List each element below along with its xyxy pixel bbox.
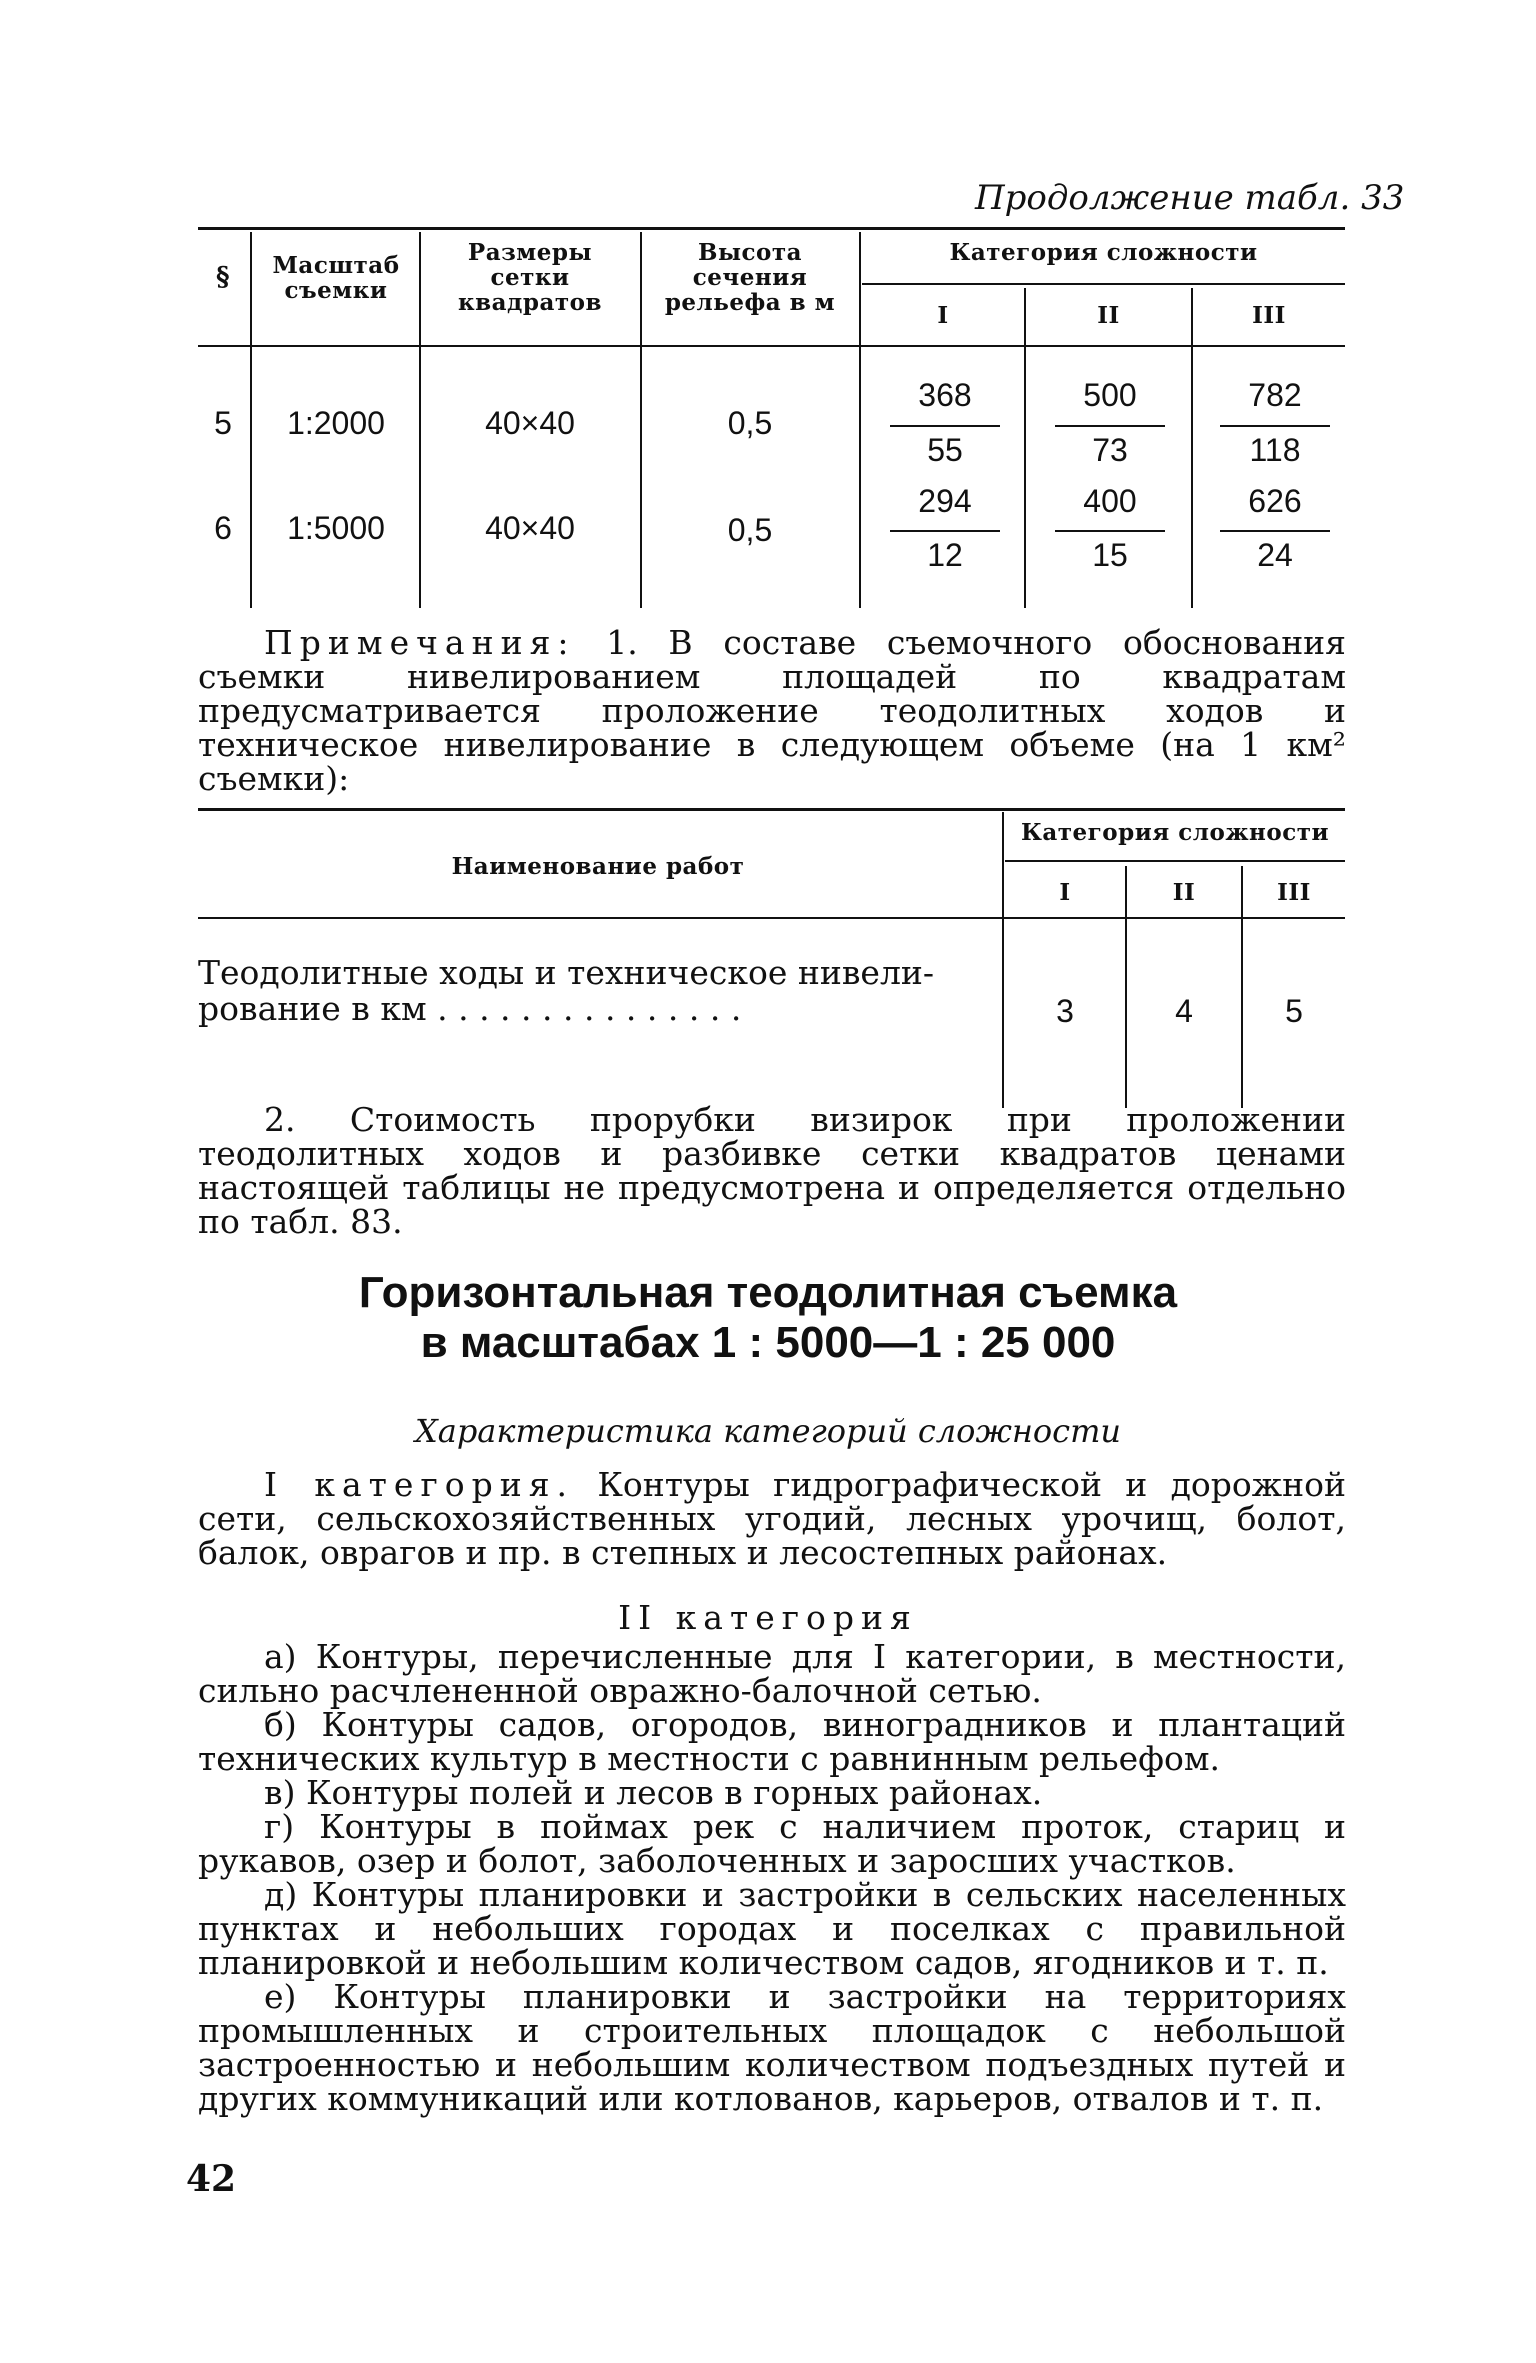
table-continuation-label: Продолжение табл. 33 xyxy=(975,178,1405,218)
list-item: е) Контуры планировки и застройки на территориях промышленных и строительных площадок с небольшой застроенностью и небольшим количеством подъездных путей и других коммуникаций или котлованов, карьеров, отвалов и т. п. xyxy=(198,1977,1346,2118)
table-1-divider xyxy=(250,232,252,608)
table-2-category-rule xyxy=(1005,860,1345,862)
note-label: Примечания: xyxy=(264,623,576,662)
fraction-bar xyxy=(1055,425,1165,427)
work-line-2: рование в км . . . . . . . . . . . . . . . xyxy=(198,989,742,1028)
header-work-name: Наименование работ xyxy=(451,853,745,880)
table-1-divider xyxy=(419,232,421,608)
fraction-bar xyxy=(890,530,1000,532)
heading-line-1: Горизонтальная теодолитная съемка xyxy=(358,1268,1178,1317)
list-item: б) Контуры садов, огородов, виноградников и плантаций технических культур в местности с равнинным рельефом. xyxy=(198,1705,1346,1778)
header-category: Категория сложности xyxy=(1020,819,1330,846)
header-category: Категория сложности xyxy=(949,239,1258,266)
cat-1-numerator: 368 xyxy=(918,377,972,413)
cat-3-denominator: 24 xyxy=(1257,537,1293,573)
header-cat-2: II xyxy=(1172,879,1196,906)
table-1-divider xyxy=(859,232,861,608)
page-number: 42 xyxy=(186,2158,237,2200)
cat-3-denominator: 118 xyxy=(1249,432,1301,468)
header-cat-2: II xyxy=(1097,302,1120,329)
list-item: в) Контуры полей и лесов в горных районах. xyxy=(264,1773,1043,1812)
cat-3-numerator: 782 xyxy=(1248,377,1302,413)
cat-2-denominator: 15 xyxy=(1092,537,1128,573)
category-2-list xyxy=(198,1637,1346,2118)
table-1-category-rule xyxy=(862,283,1345,285)
table-1-divider xyxy=(640,232,642,608)
list-item: д) Контуры планировки и застройки в сельских населенных пунктах и небольших городах и поселках с правильной планировкой и небольшим количеством садов, ягодников и т. п. xyxy=(198,1875,1346,1982)
note-1 xyxy=(198,623,1346,798)
table-1-top-rule xyxy=(198,227,1345,230)
table-2-cat-2-value: 4 xyxy=(1175,993,1193,1029)
table-1-header-rule xyxy=(198,345,1345,347)
category-1-label: I категория. xyxy=(264,1465,575,1504)
cat-2-numerator: 400 xyxy=(1083,483,1137,519)
list-item: а) Контуры, перечисленные для I категории, в местности, сильно расчлененной овражно-балочной сетью. xyxy=(198,1637,1346,1710)
cat-1-numerator: 294 xyxy=(918,483,972,519)
fraction-bar xyxy=(890,425,1000,427)
table-row-relief: 0,5 xyxy=(727,405,773,441)
fraction-bar xyxy=(1055,530,1165,532)
cat-1-denominator: 55 xyxy=(927,432,963,468)
table-row-section: 5 xyxy=(214,405,232,441)
cat-2-denominator: 73 xyxy=(1092,432,1128,468)
note-1-text: 1. В составе съемочного обоснования съемки нивелированием площадей по квадратам предусматривается проложение теодолитных ходов и техническое нивелирование в следующем объеме (на 1 км² съемки): xyxy=(198,623,1346,798)
header-relief-height: Высота сечения рельефа в м xyxy=(664,239,836,316)
table-2-divider xyxy=(1002,812,1004,1108)
cat-3-numerator: 626 xyxy=(1248,483,1302,519)
list-item: г) Контуры в поймах рек с наличием проток, стариц и рукавов, озер и болот, заболоченных и заросших участков. xyxy=(198,1807,1346,1880)
cat-2-numerator: 500 xyxy=(1083,377,1137,413)
table-2-cat-1-value: 3 xyxy=(1056,993,1074,1029)
header-section: § xyxy=(215,262,231,292)
header-grid-size: Размеры сетки квадратов xyxy=(458,239,602,316)
header-cat-1: I xyxy=(937,302,949,329)
heading-line-2: в масштабах 1 : 5000—1 : 25 000 xyxy=(420,1318,1116,1367)
table-row-grid: 40×40 xyxy=(485,510,575,546)
fraction-bar xyxy=(1220,425,1330,427)
header-cat-1: I xyxy=(1059,879,1071,906)
table-2-top-rule xyxy=(198,808,1345,811)
subheading: Характеристика категорий сложности xyxy=(414,1412,1122,1450)
table-1-divider xyxy=(1024,288,1026,608)
table-1-divider xyxy=(1191,288,1193,608)
header-scale: Масштаб съемки xyxy=(272,252,400,304)
category-1-text: Контуры гидрографической и дорожной сети, сельскохозяйственных угодий, лесных урочищ, болот, балок, оврагов и пр. в степных и лесостепных районах. xyxy=(198,1465,1346,1572)
cat-1-denominator: 12 xyxy=(927,537,963,573)
section-heading xyxy=(0,1268,1536,1368)
table-2-header-rule xyxy=(198,917,1345,919)
category-2-title: II категория xyxy=(618,1598,918,1637)
work-line-1: Теодолитные ходы и техническое нивели- xyxy=(198,953,935,992)
table-row-scale: 1:2000 xyxy=(287,405,385,441)
fraction-bar xyxy=(1220,530,1330,532)
table-row-section: 6 xyxy=(214,510,232,546)
note-2: 2. Стоимость прорубки визирок при проложении теодолитных ходов и разбивке сетки квадратов ценами настоящей таблицы не предусмотрена и определяется отдельно по табл. 83. xyxy=(198,1100,1346,1241)
table-2-work-cell xyxy=(198,955,998,1027)
table-row-relief: 0,5 xyxy=(727,512,773,548)
category-1-paragraph xyxy=(198,1465,1346,1572)
header-cat-3: III xyxy=(1277,879,1311,906)
table-row-grid: 40×40 xyxy=(485,405,575,441)
table-row-scale: 1:5000 xyxy=(287,510,385,546)
header-cat-3: III xyxy=(1252,302,1286,329)
table-2-cat-3-value: 5 xyxy=(1285,993,1303,1029)
